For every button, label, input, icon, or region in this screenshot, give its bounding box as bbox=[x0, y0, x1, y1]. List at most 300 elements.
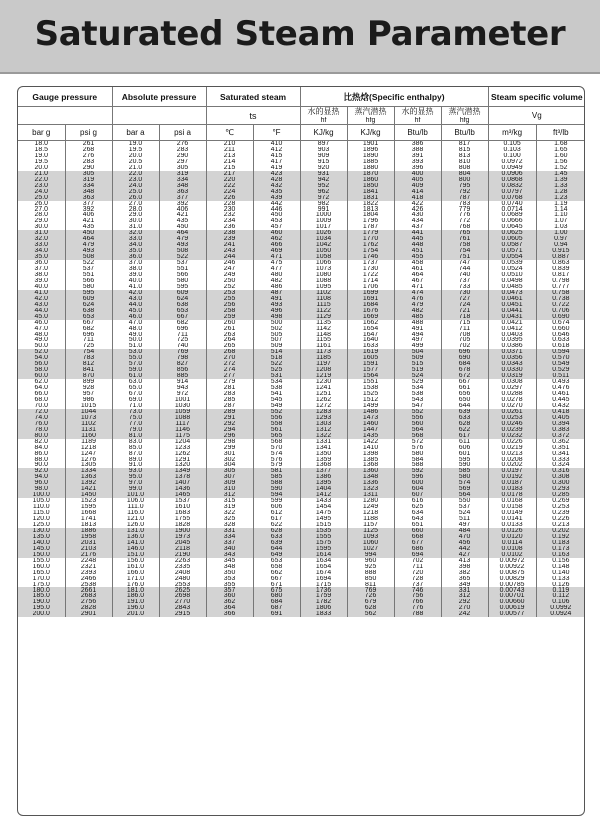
table-cell: 364 bbox=[206, 605, 253, 611]
table-cell: 309 bbox=[206, 480, 253, 486]
table-cell: 925 bbox=[347, 564, 394, 570]
table-cell: 1233 bbox=[159, 445, 206, 451]
table-cell: 638 bbox=[159, 302, 206, 308]
table-cell: 1.03 bbox=[536, 224, 585, 230]
table-cell: 0.0625 bbox=[488, 230, 536, 236]
table-cell: 285 bbox=[206, 397, 253, 403]
table-cell: 0.0768 bbox=[488, 195, 536, 201]
table-cell: 64.0 bbox=[34, 385, 48, 392]
table-cell: 1850 bbox=[347, 183, 394, 189]
table-cell: 952 bbox=[300, 183, 347, 189]
table-cell: 504 bbox=[394, 349, 441, 355]
table-cell: 437 bbox=[394, 224, 441, 230]
table-cell: 2480 bbox=[159, 576, 206, 582]
table-cell: 1.56 bbox=[536, 159, 585, 165]
table-cell: 1331 bbox=[300, 439, 347, 445]
table-cell: 653 bbox=[65, 314, 112, 320]
table-cell: 549 bbox=[253, 403, 300, 409]
table-cell: 725 bbox=[65, 343, 112, 349]
table-cell: 691 bbox=[253, 611, 300, 617]
table-cell: 415 bbox=[253, 153, 300, 159]
table-cell: 1900 bbox=[159, 528, 206, 534]
table-cell: 522 bbox=[253, 361, 300, 367]
table-cell: 0.887 bbox=[536, 254, 585, 260]
table-cell: 0.0740 bbox=[488, 201, 536, 207]
table-cell: 0.00922 bbox=[488, 564, 536, 570]
table-cell: 804 bbox=[441, 171, 488, 177]
table-cell: 1185 bbox=[300, 355, 347, 361]
table-cell: 26.0 bbox=[112, 195, 159, 201]
table-cell: 1706 bbox=[347, 284, 394, 290]
table-cell: 1157 bbox=[347, 522, 394, 528]
table-cell: 217 bbox=[206, 171, 253, 177]
table-cell: 547 bbox=[394, 403, 441, 409]
table-cell: 1312 bbox=[300, 427, 347, 433]
table-cell: 1395 bbox=[300, 480, 347, 486]
table-cell: 914 bbox=[159, 379, 206, 385]
table-cell: 220 bbox=[206, 177, 253, 183]
table-cell: 274 bbox=[206, 367, 253, 373]
table-cell: 1060 bbox=[347, 540, 394, 546]
table-cell: 0.253 bbox=[536, 504, 585, 510]
table-cell: 1782 bbox=[300, 599, 347, 605]
table-cell: 552 bbox=[253, 409, 300, 415]
table-cell: 488 bbox=[394, 320, 441, 326]
table-cell: 28.0 bbox=[34, 212, 48, 219]
table-cell: 486 bbox=[253, 284, 300, 290]
table-cell: 0.0168 bbox=[488, 498, 536, 504]
table-cell: 446 bbox=[253, 206, 300, 212]
table-cell: 783 bbox=[65, 355, 112, 361]
table-cell: 334 bbox=[65, 183, 112, 189]
table-cell: 45.0 bbox=[112, 308, 159, 314]
table-cell: 0.817 bbox=[536, 272, 585, 278]
table-cell: 2756 bbox=[65, 599, 112, 605]
table-cell: 442 bbox=[253, 201, 300, 207]
table-cell: 292 bbox=[441, 599, 488, 605]
table-cell: 305 bbox=[159, 165, 206, 171]
table-cell: 1368 bbox=[300, 462, 347, 468]
table-cell: 795 bbox=[441, 183, 488, 189]
table-cell: 412 bbox=[253, 147, 300, 153]
table-cell: 1669 bbox=[347, 314, 394, 320]
table-cell: 1.65 bbox=[536, 147, 585, 153]
table-row bbox=[18, 611, 585, 617]
table-cell: 0.0645 bbox=[488, 224, 536, 230]
table-cell: 1676 bbox=[347, 308, 394, 314]
table-cell: 131.0 bbox=[112, 528, 159, 534]
table-cell: 604 bbox=[394, 486, 441, 492]
table-cell: 1885 bbox=[347, 159, 394, 165]
table-cell: 682 bbox=[65, 326, 112, 332]
table-cell: 0.140 bbox=[536, 570, 585, 576]
table-cell: 0.0498 bbox=[488, 278, 536, 284]
table-cell: 442 bbox=[441, 546, 488, 552]
table-cell: 899 bbox=[65, 379, 112, 385]
table-cell: 0.0554 bbox=[488, 254, 536, 260]
table-cell: 0.0232 bbox=[488, 433, 536, 439]
header-saturated-steam: Saturated steam bbox=[206, 87, 300, 107]
table-cell: 596 bbox=[394, 474, 441, 480]
table-cell: 960 bbox=[347, 558, 394, 564]
table-cell: 754 bbox=[441, 248, 488, 254]
table-cell: 606 bbox=[441, 445, 488, 451]
table-cell: 1499 bbox=[347, 403, 394, 409]
table-cell: 421 bbox=[65, 218, 112, 224]
table-cell: 650 bbox=[441, 397, 488, 403]
symbol-hf-kj: hf bbox=[300, 117, 347, 125]
table-cell: 61.0 bbox=[112, 373, 159, 379]
table-cell: 897 bbox=[300, 141, 347, 147]
table-cell: 1073 bbox=[65, 415, 112, 421]
table-cell: 870 bbox=[65, 373, 112, 379]
table-cell: 508 bbox=[65, 254, 112, 260]
table-cell: 1787 bbox=[347, 224, 394, 230]
title-bar bbox=[0, 0, 600, 74]
table-cell: 550 bbox=[441, 498, 488, 504]
table-cell: 281 bbox=[206, 385, 253, 391]
table-cell: 616 bbox=[394, 498, 441, 504]
table-cell: 319 bbox=[159, 171, 206, 177]
table-cell: 334 bbox=[206, 534, 253, 540]
table-cell: 1386 bbox=[300, 474, 347, 480]
table-cell: 653 bbox=[159, 308, 206, 314]
table-cell: 357 bbox=[206, 587, 253, 593]
table-cell: 0.0219 bbox=[488, 445, 536, 451]
table-cell: 2661 bbox=[65, 587, 112, 593]
table-cell: 44.0 bbox=[18, 308, 65, 314]
table-cell: 348 bbox=[65, 189, 112, 195]
header-specific-enthalpy: 比热焓(Specific enthalpy) bbox=[300, 87, 488, 107]
table-cell: 111.0 bbox=[112, 504, 159, 510]
table-cell: 50.0 bbox=[34, 343, 48, 350]
table-cell: 32.0 bbox=[112, 230, 159, 236]
table-cell: 228 bbox=[206, 201, 253, 207]
table-cell: 0.333 bbox=[536, 457, 585, 463]
table-cell: 1779 bbox=[347, 230, 394, 236]
table-cell: 0.511 bbox=[536, 373, 585, 379]
table-cell: 0.0343 bbox=[488, 361, 536, 367]
table-cell: 455 bbox=[394, 254, 441, 260]
table-cell: 0.777 bbox=[536, 284, 585, 290]
header-gauge-pressure: Gauge pressure bbox=[18, 87, 112, 107]
table-cell: 612 bbox=[253, 510, 300, 516]
table-cell: 264 bbox=[206, 337, 253, 343]
table-cell: 34.0 bbox=[18, 248, 65, 254]
table-cell: 0.00577 bbox=[488, 611, 536, 617]
table-cell: 410 bbox=[253, 141, 300, 147]
table-cell: 439 bbox=[253, 195, 300, 201]
table-cell: 34.0 bbox=[112, 242, 159, 248]
table-cell: 0.0587 bbox=[488, 242, 536, 248]
table-cell: 1634 bbox=[300, 558, 347, 564]
table-cell: 0.0510 bbox=[488, 272, 536, 278]
table-cell: 21.0 bbox=[18, 171, 65, 177]
table-cell: 0.126 bbox=[536, 582, 585, 588]
table-cell: 453 bbox=[253, 218, 300, 224]
table-cell: 268 bbox=[206, 349, 253, 355]
table-cell: 33.0 bbox=[112, 236, 159, 242]
table-cell: 1359 bbox=[300, 457, 347, 463]
table-cell: 0.594 bbox=[536, 349, 585, 355]
table-cell: 718 bbox=[441, 314, 488, 320]
table-cell: 0.362 bbox=[536, 439, 585, 445]
table-cell: 491 bbox=[394, 326, 441, 332]
table-cell: 466 bbox=[253, 242, 300, 248]
table-cell: 201.0 bbox=[112, 611, 159, 617]
table-cell: 551 bbox=[159, 266, 206, 272]
table-cell: 556 bbox=[253, 415, 300, 421]
table-cell: 349 bbox=[441, 582, 488, 588]
table-cell: 696 bbox=[65, 332, 112, 338]
table-cell: 538 bbox=[253, 385, 300, 391]
steam-table bbox=[18, 87, 585, 617]
table-cell: 0.0133 bbox=[488, 522, 536, 528]
table-cell: 1230 bbox=[300, 379, 347, 385]
table-cell: 1.14 bbox=[536, 206, 585, 212]
table-cell: 150.0 bbox=[18, 552, 65, 558]
table-cell: 497 bbox=[441, 522, 488, 528]
table-cell: 457 bbox=[253, 224, 300, 230]
table-cell: 1142 bbox=[300, 326, 347, 332]
table-cell: 994 bbox=[347, 552, 394, 558]
table-cell: 94.0 bbox=[18, 474, 65, 480]
table-cell: 0.105 bbox=[488, 141, 536, 147]
table-cell: 1262 bbox=[300, 397, 347, 403]
table-cell: 1058 bbox=[300, 254, 347, 260]
sub-header-hfg-cn-kj: 蒸汽潜热 bbox=[347, 107, 394, 118]
table-cell: 155.0 bbox=[32, 557, 50, 564]
table-cell: 588 bbox=[253, 480, 300, 486]
table-cell: 558 bbox=[253, 421, 300, 427]
table-cell: 42.0 bbox=[18, 296, 65, 302]
table-cell: 1017 bbox=[300, 224, 347, 230]
table-cell: 562 bbox=[347, 611, 394, 617]
table-cell: 1066 bbox=[300, 260, 347, 266]
table-cell: 74.0 bbox=[18, 415, 65, 421]
table-cell: 0.0226 bbox=[488, 439, 536, 445]
table-cell: 0.119 bbox=[536, 587, 585, 593]
table-cell: 296 bbox=[206, 433, 253, 439]
table-cell: 238 bbox=[206, 230, 253, 236]
symbol-hfg-btu: hfg bbox=[441, 117, 488, 125]
table-cell: 190.0 bbox=[18, 599, 65, 605]
unit-cell: psi g bbox=[65, 125, 112, 141]
table-cell: 294 bbox=[206, 427, 253, 433]
table-cell: 1890 bbox=[347, 153, 394, 159]
table-cell: 511 bbox=[441, 516, 488, 522]
table-cell: 52.0 bbox=[18, 349, 65, 355]
table-cell: 1135 bbox=[300, 320, 347, 326]
table-cell: 560 bbox=[394, 421, 441, 427]
table-cell: 445 bbox=[394, 236, 441, 242]
table-cell: 195.0 bbox=[18, 605, 65, 611]
table-cell: 556 bbox=[394, 415, 441, 421]
table-cell: 1000 bbox=[300, 212, 347, 218]
table-cell: 1694 bbox=[300, 576, 347, 582]
table-cell: 305 bbox=[65, 171, 112, 177]
table-cell: 733 bbox=[441, 284, 488, 290]
table-cell: 2901 bbox=[65, 611, 112, 617]
table-cell: 0.324 bbox=[536, 462, 585, 468]
table-cell: 224 bbox=[206, 189, 253, 195]
table-cell: 19.5 bbox=[34, 158, 48, 165]
table-cell: 1334 bbox=[65, 468, 112, 474]
table-cell: 885 bbox=[159, 373, 206, 379]
table-cell: 690 bbox=[441, 355, 488, 361]
table-cell: 667 bbox=[159, 314, 206, 320]
table-cell: 711 bbox=[394, 564, 441, 570]
table-cell: 0.0192 bbox=[488, 474, 536, 480]
table-cell: 758 bbox=[441, 242, 488, 248]
table-cell: 325 bbox=[206, 516, 253, 522]
table-cell: 566 bbox=[65, 278, 112, 284]
table-cell: 365 bbox=[441, 576, 488, 582]
table-cell: 0.0308 bbox=[488, 379, 536, 385]
table-cell: 962 bbox=[300, 189, 347, 195]
table-cell: 649 bbox=[253, 552, 300, 558]
table-cell: 779 bbox=[441, 206, 488, 212]
table-cell: 120.0 bbox=[32, 516, 50, 522]
table-cell: 499 bbox=[394, 343, 441, 349]
table-cell: 564 bbox=[441, 492, 488, 498]
table-cell: 656 bbox=[441, 391, 488, 397]
table-cell: 519 bbox=[394, 367, 441, 373]
table-cell: 972 bbox=[300, 195, 347, 201]
table-cell: 522 bbox=[65, 260, 112, 266]
table-cell: 564 bbox=[394, 427, 441, 433]
table-cell: 19.0 bbox=[112, 141, 159, 147]
table-cell: 0.183 bbox=[536, 540, 585, 546]
table-cell: 211 bbox=[206, 147, 253, 153]
table-cell: 0.0120 bbox=[488, 534, 536, 540]
table-cell: 668 bbox=[394, 534, 441, 540]
table-cell: 92.0 bbox=[18, 468, 65, 474]
table-cell: 0.722 bbox=[536, 302, 585, 308]
table-cell: 2698 bbox=[159, 593, 206, 599]
table-cell: 2263 bbox=[159, 558, 206, 564]
table-cell: 594 bbox=[253, 492, 300, 498]
table-cell: 38.0 bbox=[112, 266, 159, 272]
table-cell: 1044 bbox=[65, 409, 112, 415]
table-cell: 514 bbox=[253, 349, 300, 355]
table-cell: 0.0539 bbox=[488, 260, 536, 266]
table-cell: 434 bbox=[394, 218, 441, 224]
table-cell: 48.0 bbox=[112, 326, 159, 332]
table-cell: 588 bbox=[394, 462, 441, 468]
table-cell: 244 bbox=[206, 254, 253, 260]
table-cell: 0.0832 bbox=[488, 183, 536, 189]
table-cell: 0.0178 bbox=[488, 492, 536, 498]
table-cell: 392 bbox=[159, 201, 206, 207]
table-cell: 0.202 bbox=[536, 528, 585, 534]
table-cell: 1486 bbox=[347, 409, 394, 415]
table-cell: 0.839 bbox=[536, 266, 585, 272]
table-cell: 576 bbox=[394, 445, 441, 451]
table-cell: 480 bbox=[253, 272, 300, 278]
table-cell: 46.0 bbox=[112, 314, 159, 320]
table-cell: 1684 bbox=[347, 302, 394, 308]
table-cell: 230 bbox=[206, 206, 253, 212]
table-cell: 609 bbox=[159, 290, 206, 296]
table-cell: 1218 bbox=[347, 510, 394, 516]
table-cell: 20.0 bbox=[34, 164, 48, 171]
table-cell: 572 bbox=[394, 439, 441, 445]
table-cell: 737 bbox=[394, 582, 441, 588]
table-cell: 105.0 bbox=[32, 498, 50, 505]
table-cell: 715 bbox=[441, 320, 488, 326]
table-cell: 0.300 bbox=[536, 480, 585, 486]
table-cell: 0.103 bbox=[488, 147, 536, 153]
table-cell: 0.0278 bbox=[488, 397, 536, 403]
table-cell: 675 bbox=[253, 587, 300, 593]
unit-cell: °F bbox=[253, 125, 300, 141]
table-cell: 247 bbox=[206, 266, 253, 272]
table-cell: 417 bbox=[253, 159, 300, 165]
table-cell: 667 bbox=[65, 320, 112, 326]
table-cell: 0.493 bbox=[536, 379, 585, 385]
unit-cell: KJ/kg bbox=[347, 125, 394, 141]
table-cell: 261 bbox=[206, 326, 253, 332]
table-cell: 100.0 bbox=[18, 492, 65, 498]
table-cell: 0.405 bbox=[536, 415, 585, 421]
table-cell: 63.0 bbox=[112, 379, 159, 385]
table-cell: 1806 bbox=[300, 605, 347, 611]
table-cell: 287 bbox=[206, 403, 253, 409]
table-cell: 0.163 bbox=[536, 552, 585, 558]
table-cell: 382 bbox=[441, 570, 488, 576]
table-cell: 497 bbox=[394, 337, 441, 343]
table-cell: 2538 bbox=[65, 582, 112, 588]
table-cell: 0.798 bbox=[536, 278, 585, 284]
table-cell: 537 bbox=[65, 266, 112, 272]
table-cell: 484 bbox=[441, 528, 488, 534]
table-cell: 1755 bbox=[159, 516, 206, 522]
table-cell: 0.0421 bbox=[488, 320, 536, 326]
table-cell: 418 bbox=[394, 195, 441, 201]
table-cell: 568 bbox=[394, 433, 441, 439]
table-cell: 261 bbox=[65, 141, 112, 147]
table-cell: 1813 bbox=[347, 206, 394, 212]
table-cell: 49.0 bbox=[112, 332, 159, 338]
table-cell: 1407 bbox=[159, 480, 206, 486]
table-cell: 464 bbox=[65, 236, 112, 242]
table-cell: 1001 bbox=[159, 397, 206, 403]
table-cell: 479 bbox=[394, 302, 441, 308]
group-header-row bbox=[18, 87, 585, 107]
table-cell: 740 bbox=[159, 343, 206, 349]
table-cell: 622 bbox=[441, 427, 488, 433]
table-cell: 1535 bbox=[300, 528, 347, 534]
table-cell: 250 bbox=[206, 278, 253, 284]
table-cell: 307 bbox=[206, 474, 253, 480]
table-cell: 1349 bbox=[159, 468, 206, 474]
table-cell: 0.0239 bbox=[488, 427, 536, 433]
table-cell: 435 bbox=[253, 189, 300, 195]
table-cell: 1436 bbox=[159, 486, 206, 492]
table-cell: 606 bbox=[253, 504, 300, 510]
table-cell: 1073 bbox=[300, 266, 347, 272]
table-cell: 1148 bbox=[300, 332, 347, 338]
table-cell: 592 bbox=[394, 468, 441, 474]
table-cell: 428 bbox=[253, 177, 300, 183]
table-cell: 496 bbox=[253, 308, 300, 314]
table-cell: 1575 bbox=[300, 540, 347, 546]
table-cell: 0.0288 bbox=[488, 391, 536, 397]
table-cell: 0.660 bbox=[536, 326, 585, 332]
table-cell: 0.285 bbox=[536, 492, 585, 498]
table-cell: 611 bbox=[441, 439, 488, 445]
